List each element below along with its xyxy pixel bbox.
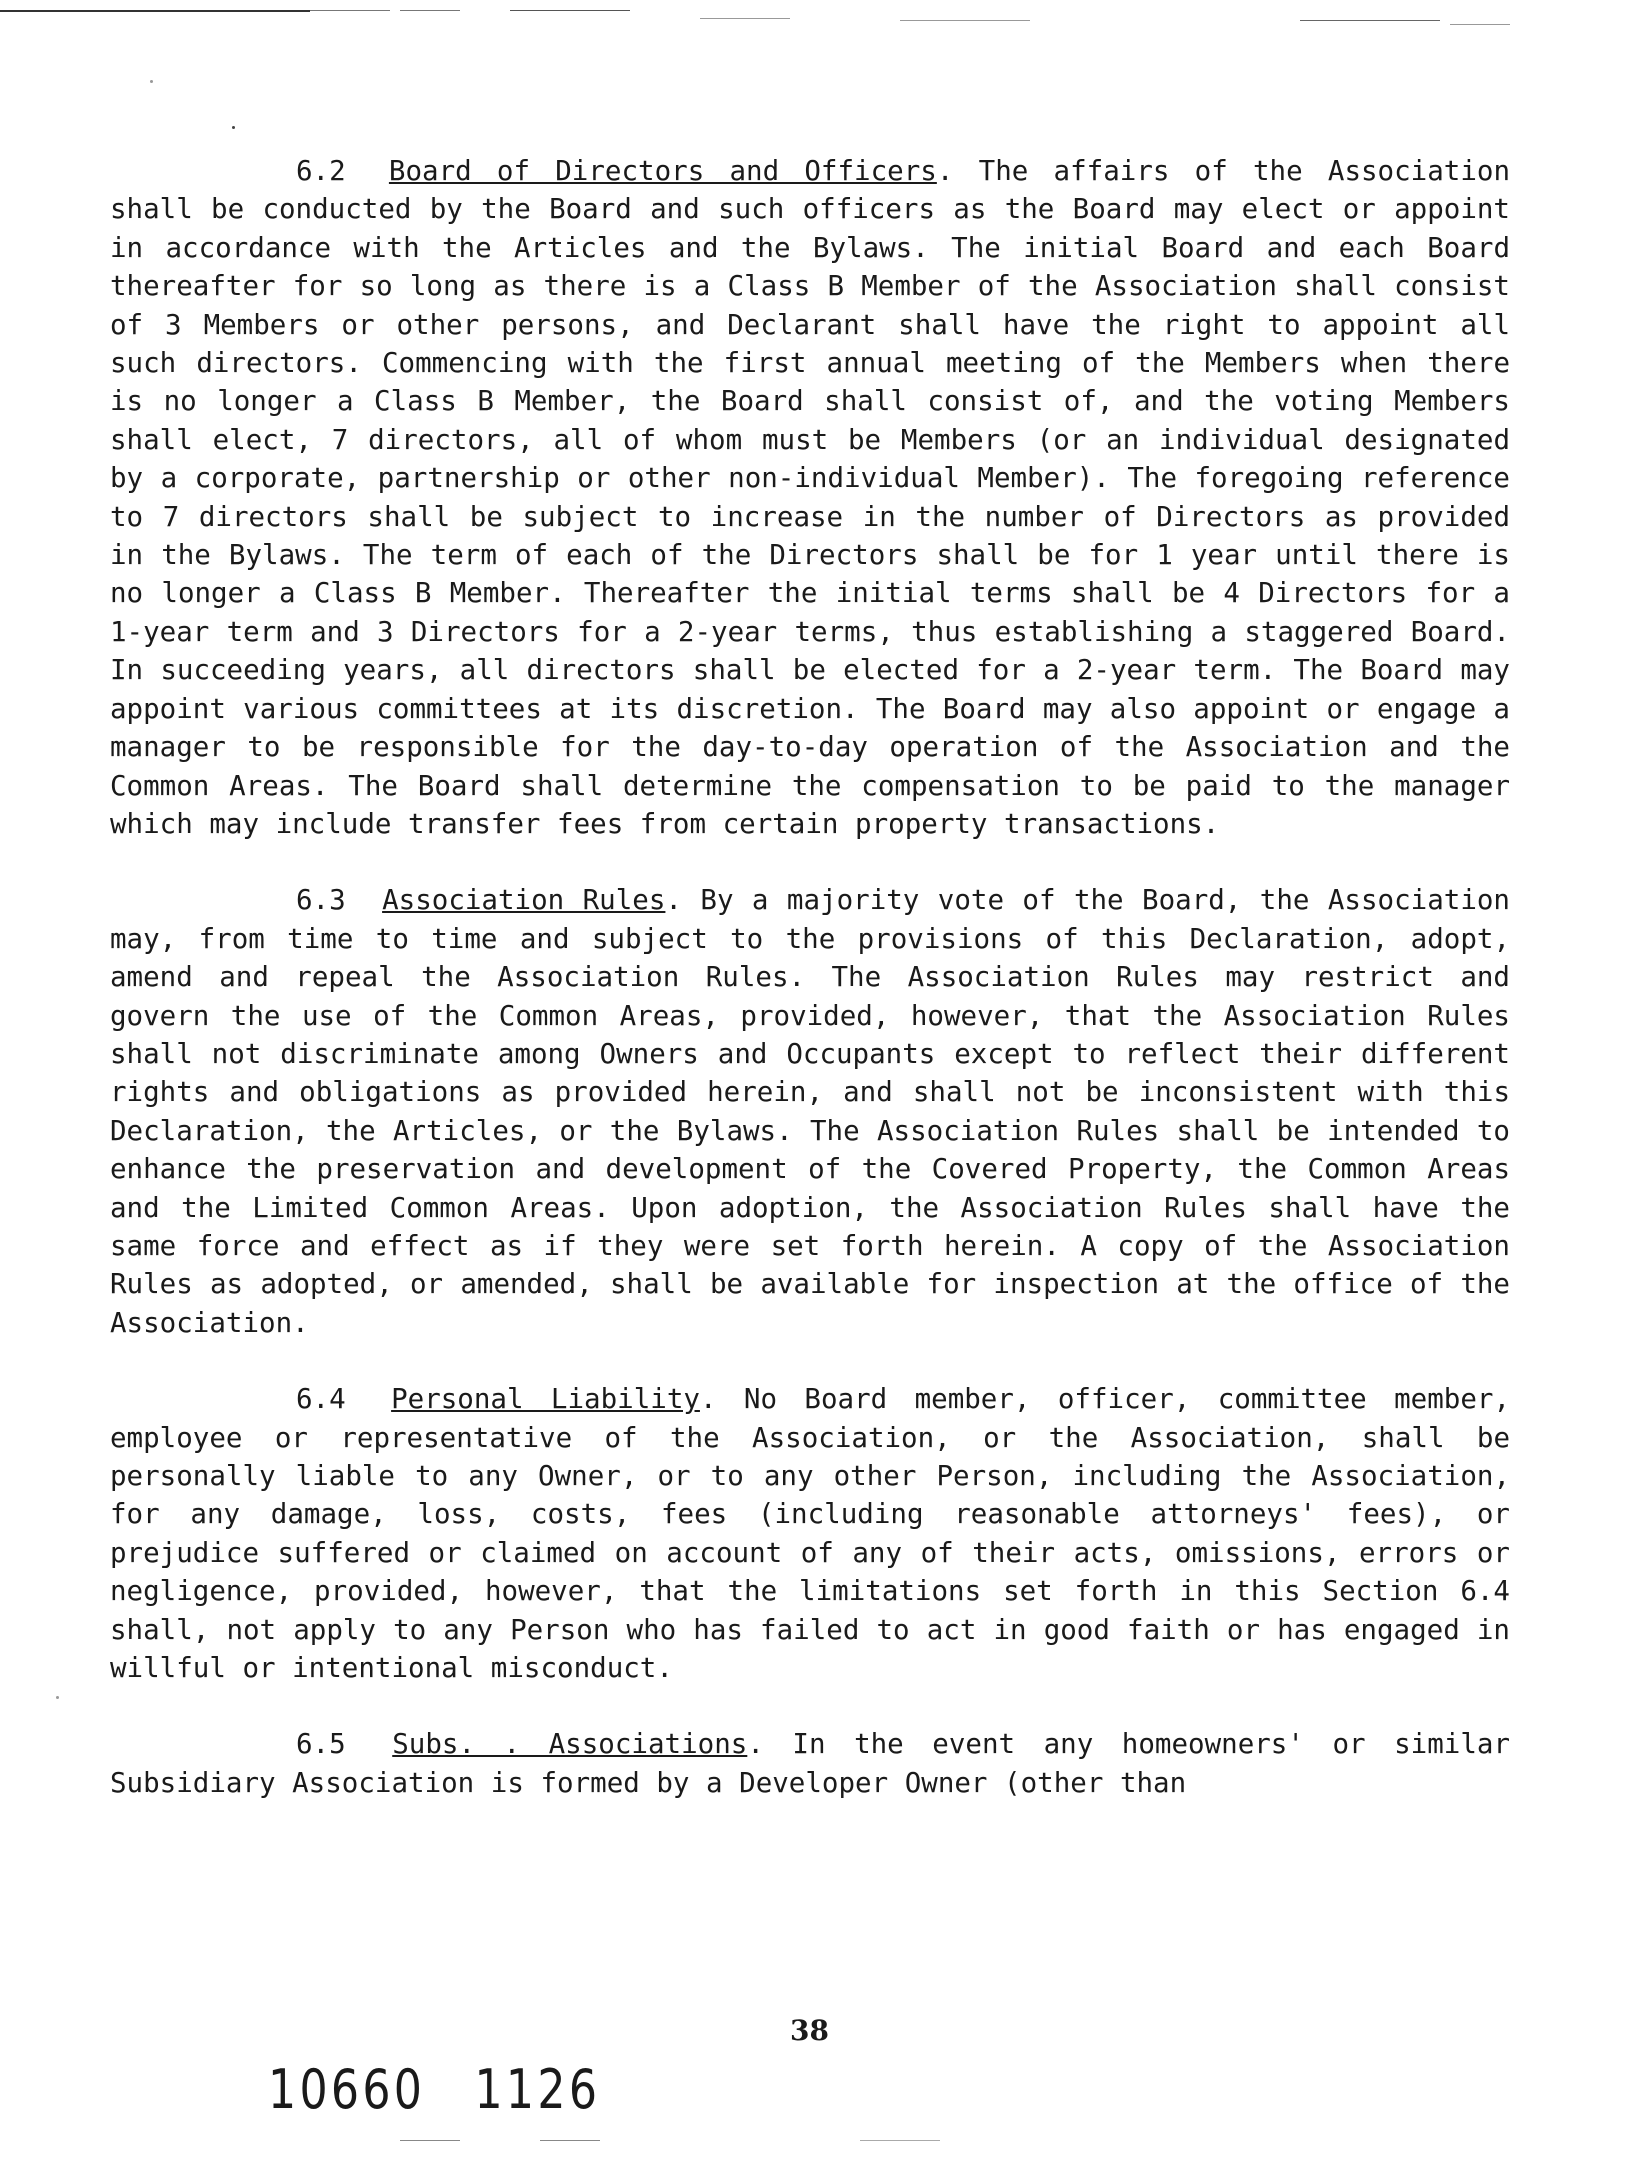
scan-top-rule <box>700 18 790 19</box>
scan-speck <box>150 80 153 83</box>
scan-top-rule <box>310 10 390 11</box>
section-body: By a majority vote of the Board, the Association may, from time to time and subject to the provisions of this Declaration, adopt, amend and repeal the Association Rules. The Association Rules may restrict and govern the use of the Common Areas, provided, however, that the Association Rules shall not discriminate among Owners and Occupants except to reflect their different rights and obligations as provided herein, and shall not be inconsistent with this Declaration, the Articles, or the Bylaws. The Association Rules shall be intended to enhance the preservation and development of the Covered Property, the Common Areas and the Limited Common Areas. Upon adoption, the Association Rules shall have the same force and effect as if they were set forth herein. A copy of the Association Rules as adopted, or amended, shall be available for inspection at the office of the Association. <box>110 884 1510 1339</box>
document-body <box>110 152 1510 1840</box>
section-title: Personal Liability <box>391 1383 700 1416</box>
section-6-2 <box>110 152 1510 843</box>
scan-top-rule <box>1300 20 1440 21</box>
section-body: In the event any homeowners' or similar Subsidiary Association is formed by a Developer Owner (other than <box>110 1728 1510 1799</box>
scan-bottom-rule <box>400 2140 460 2141</box>
section-number: 6.5 <box>296 1728 346 1761</box>
section-title: Subs. . Associations <box>392 1728 748 1761</box>
scan-speck <box>56 1696 59 1699</box>
recording-stamp <box>268 2058 600 2121</box>
scan-speck <box>232 126 235 129</box>
scan-top-rule <box>0 10 310 12</box>
scan-top-rule <box>400 10 460 11</box>
section-number: 6.3 <box>296 884 346 917</box>
section-title-suffix: . <box>936 155 954 187</box>
page-number: 38 <box>790 2014 829 2047</box>
section-6-5 <box>110 1725 1510 1802</box>
scan-top-rule <box>1450 24 1510 25</box>
recording-page-number: 1126 <box>474 2058 601 2121</box>
scan-bottom-rule <box>860 2140 940 2141</box>
section-title-suffix: . <box>699 1383 717 1416</box>
section-title-suffix: . <box>747 1728 764 1761</box>
section-title: Board of Directors and Officers <box>388 155 937 187</box>
section-number: 6.4 <box>296 1383 346 1416</box>
scan-bottom-rule <box>540 2140 600 2141</box>
scan-top-rule <box>900 20 1030 21</box>
section-number: 6.2 <box>296 155 346 187</box>
section-body: No Board member, officer, committee member, employee or representative of the Association, or the Association, shall be personally liable to any Owner, or to any other Person, including the Association, for any damage, loss, costs, fees (including reasonable attorneys' fees), or prejudice suffered or claimed on account of any of their acts, omissions, errors or negligence, provided, however, that the limitations set forth in this Section 6.4 shall, not apply to any Person who has failed to act in good faith or has engaged in willful or intentional misconduct. <box>110 1383 1511 1685</box>
section-title-suffix: . <box>665 884 682 917</box>
section-title: Association Rules <box>382 884 666 917</box>
section-6-4 <box>110 1380 1510 1687</box>
section-body: The affairs of the Association shall be conducted by the Board and such officers as the Board may elect or appoint in accordance with the Articles and the Bylaws. The initial Board and each Board thereafter for so long as there is a Class B Member of the Association shall consist of 3 Members or other persons, and Declarant shall have the right to appoint all such directors. Commencing with the first annual meeting of the Members when there is no longer a Class B Member, the Board shall consist of, and the voting Members shall elect, 7 directors, all of whom must be Members (or an individual designated by a corporate, partnership or other non-individual Member). The foregoing reference to 7 directors shall be subject to increase in the number of Directors as provided in the Bylaws. The term of each of the Directors shall be for 1 year until there is no longer a Class B Member. Thereafter the initial terms shall be 4 Directors for a 1-year term and 3 Directors for a 2-year terms, thus establishing a staggered Board. In succeeding years, all directors shall be elected for a 2-year term. The Board may appoint various committees at its discretion. The Board may also appoint or engage a manager to be responsible for the day-to-day operation of the Association and the Common Areas. The Board shall determine the compensation to be paid to the manager which may include transfer fees from certain property transactions. <box>110 155 1511 840</box>
recording-book-number: 10660 <box>268 2058 426 2121</box>
scan-top-rule <box>510 10 630 11</box>
section-6-3 <box>110 881 1510 1342</box>
